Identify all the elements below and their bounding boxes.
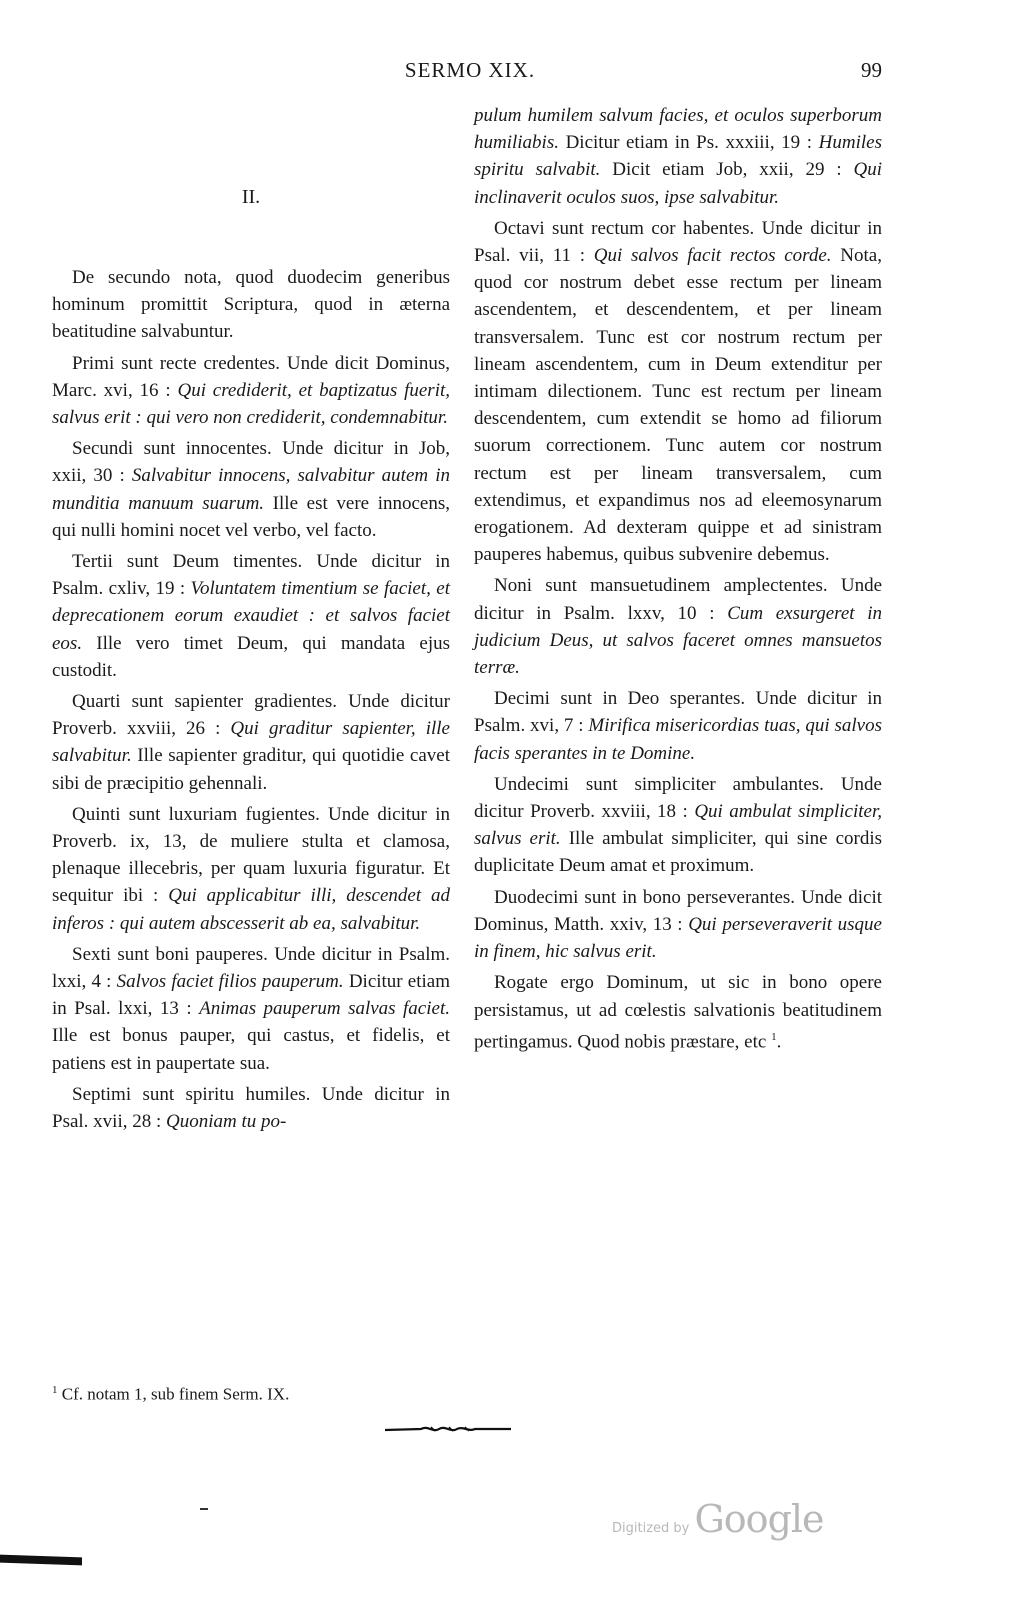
- paragraph-quinti: Quinti sunt luxuriam fugientes. Unde dicitur in Proverb. ix, 13, de muliere stulta et clamosa, plenaque illecebris, per quam luxuria figuratur. Et sequitur ibi : Qui applicabitur illi, descendet ad inferos : qui autem abscesserit ab ea, salvabitur.: [52, 803, 450, 934]
- right-column: [474, 102, 882, 1059]
- footnote-mark: 1: [52, 1384, 58, 1396]
- paragraph-undecimi: Undecimi sunt simpliciter ambulantes. Unde dicitur Proverb. xxviii, 18 : Qui ambulat simpliciter, salvus erit. Ille ambulat simpliciter, qui sine cordis duplicitate Deum amat et proximum.: [474, 773, 883, 877]
- paragraph-secundi: Secundi sunt innocentes. Unde dicitur in Job, xxii, 30 : Salvabitur innocens, salvabitur autem in munditia manuum suarum. Ille est vere innocens, qui nulli homini nocet vel verbo, vel facto.: [52, 438, 451, 541]
- paragraph-primi: Primi sunt recte credentes. Unde dicit Dominus, Marc. xvi, 16 : Qui crediderit, et baptizatus fuerit, salvus erit : qui vero non crediderit, condemnabitur.: [52, 352, 450, 429]
- page-number: 99: [861, 58, 882, 82]
- left-column: [52, 264, 450, 1139]
- paragraph-octavi: Octavi sunt rectum cor habentes. Unde dicitur in Psal. vii, 11 : Qui salvos facit rectos corde. Nota, quod cor nostrum debet esse rectum per lineam ascendentem, et descendentem, et per lineam transversalem. Tunc est cor nostrum rectum per lineam ascendentem, cum in Deum extenditur per intimam dilectionem. Tunc est rectum per lineam descendentem, cum extendit se homo ad filiorum suorum correctionem. Tunc autem cor nostrum rectum est per lineam transversalem, cum extendimus, et expandimus nos ad eleemosynarum erogationem. Ad dexteram quippe et ad sinistram pauperes habemus, quibus subvenire debemus.: [474, 217, 882, 566]
- paragraph-septimi-cont: pulum humilem salvum facies, et oculos superborum humiliabis. Dicitur etiam in Ps. xxxiii, 19 : Humiles spiritu salvabit. Dicit etiam Job, xxii, 29 : Qui inclinaverit oculos suos, ipse salvabitur.: [474, 105, 882, 208]
- watermark-logo: Google: [694, 1497, 824, 1541]
- paragraph-noni: Noni sunt mansuetudinem amplectentes. Unde dicitur in Psalm. lxxv, 10 : Cum exsurgeret in judicium Deus, ut salvos faceret omnes mansuetos terræ.: [474, 575, 882, 679]
- footnote-ref[interactable]: 1: [771, 1030, 777, 1043]
- scan-edge-mark: [0, 1555, 82, 1566]
- footnote-text: Cf. notam 1, sub finem Serm. IX.: [61, 1384, 290, 1404]
- watermark-small: Digitized by: [612, 1521, 690, 1536]
- running-title: SERMO XIX.: [404, 58, 536, 82]
- paragraph-duodecimi: Duodecimi sunt in bono perseverantes. Unde dicit Dominus, Matth. xxiv, 13 : Qui perseveraverit usque in finem, hic salvus erit.: [474, 886, 882, 963]
- paragraph-intro: De secundo nota, quod duodecim generibus hominum promittit Scriptura, quod in æterna beatitudine salvabuntur.: [52, 267, 450, 343]
- paragraph-decimi: Decimi sunt in Deo sperantes. Unde dicitur in Psalm. xvi, 7 : Mirifica misericordias tuas, qui salvos facis sperantes in te Domine.: [474, 688, 882, 764]
- stray-mark: [200, 1508, 208, 1510]
- paragraph-sexti: Sexti sunt boni pauperes. Unde dicitur in Psalm. lxxi, 4 : Salvos faciet filios pauperum. Dicitur etiam in Psal. lxxi, 13 : Animas pauperum salvas faciet. Ille est bonus pauper, qui castus, et fidelis, et patiens est in paupertate sua.: [52, 943, 450, 1074]
- running-head: [0, 58, 1033, 88]
- paragraph-conclusion: Rogate ergo Dominum, ut sic in bono opere persistamus, ut ad cœlestis salvationis beatitudinem pertingamus. Quod nobis præstare, etc $^1$.: [474, 972, 882, 1053]
- digitized-watermark: [612, 1497, 824, 1541]
- end-ornament: [383, 1423, 513, 1435]
- paragraph-tertii: Tertii sunt Deum timentes. Unde dicitur in Psalm. cxliv, 19 : Voluntatem timentium se faciet, et deprecationem eorum exaudiet : et salvos faciet eos. Ille vero timet Deum, qui mandata ejus custodit.: [52, 551, 450, 681]
- section-number: II.: [241, 186, 261, 208]
- footnote: [52, 1384, 452, 1405]
- paragraph-quarti: Quarti sunt sapienter gradientes. Unde dicitur Proverb. xxviii, 26 : Qui graditur sapienter, ille salvabitur. Ille sapienter graditur, qui quotidie cavet sibi de præcipitio gehennali.: [52, 691, 450, 794]
- paragraph-septimi: Septimi sunt spiritu humiles. Unde dicitur in Psal. xvii, 28 : Quoniam tu po-: [52, 1083, 450, 1133]
